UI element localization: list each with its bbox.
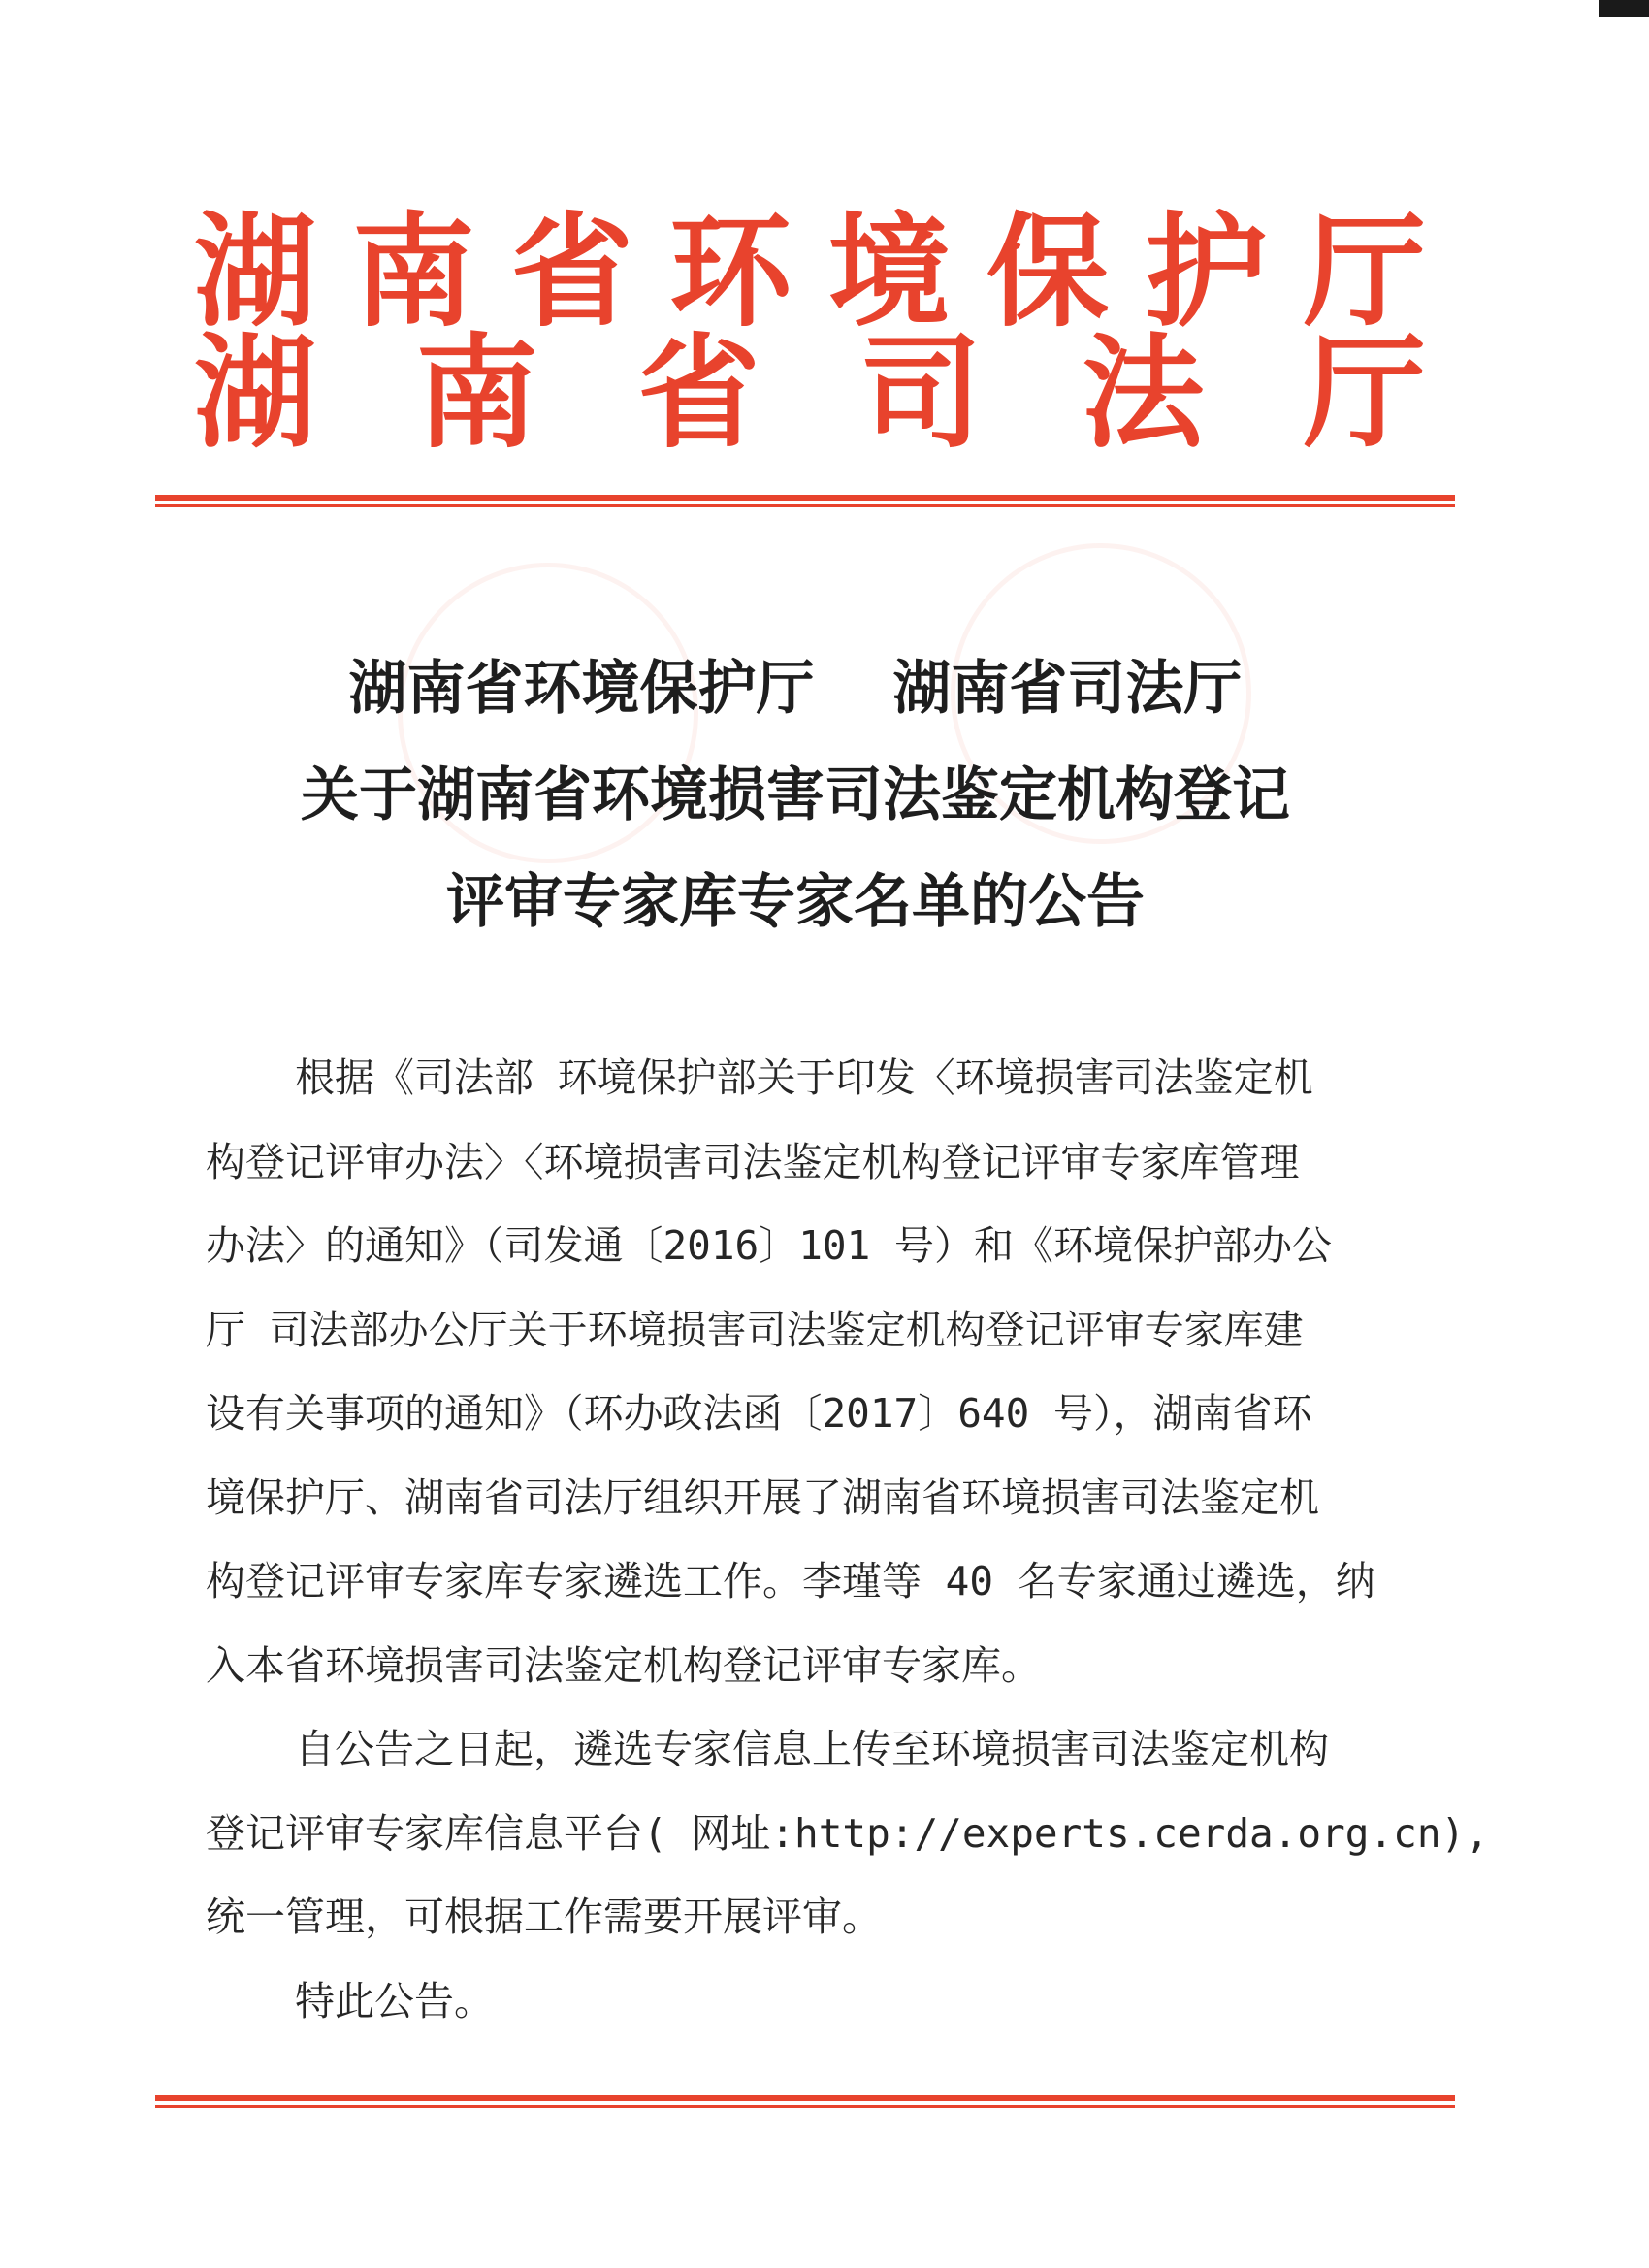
letterhead-char: 厅 (1303, 200, 1426, 343)
document-title (146, 635, 1445, 956)
letterhead-char: 省 (637, 321, 760, 465)
body-line: 入本省环境损害司法鉴定机构登记评审专家库。 (206, 1641, 1041, 1689)
letterhead-char: 南 (415, 321, 538, 465)
letterhead-char: 保 (986, 200, 1110, 343)
divider-thick-line (155, 2095, 1455, 2101)
divider-thick-line (155, 495, 1455, 501)
letterhead-char: 环 (669, 200, 792, 343)
letterhead-char: 厅 (1303, 321, 1426, 465)
letterhead-line-2 (194, 321, 1426, 465)
body-line: 构登记评审专家库专家遴选工作。李瑾等 40 名专家通过遴选，纳 (206, 1558, 1375, 1604)
body-line: 设有关事项的通知》（环办政法函〔2017〕640 号），湖南省环 (206, 1390, 1312, 1437)
footer-divider (155, 2095, 1455, 2109)
closing-line: 特此公告。 (295, 1977, 494, 2025)
letterhead-divider (155, 495, 1455, 508)
letterhead-line-1 (194, 200, 1426, 343)
scan-edge-mark (1599, 0, 1649, 17)
divider-thin-line (155, 504, 1455, 507)
body-line: 办法〉的通知》（司发通〔2016〕101 号）和《环境保护部办公 (206, 1222, 1332, 1269)
letterhead-char: 护 (1145, 200, 1268, 343)
title-line-3: 评审专家库专家名单的公告 (446, 868, 1145, 936)
body-line: 自公告之日起，遴选专家信息上传至环境损害司法鉴定机构 (295, 1726, 1329, 1772)
letterhead (194, 200, 1426, 465)
letterhead-char: 司 (859, 321, 983, 465)
body-line: 厅 司法部办公厅关于环境损害司法鉴定机构登记评审专家库建 (206, 1306, 1304, 1353)
letterhead-char: 境 (827, 200, 951, 343)
document-body (206, 1036, 1489, 2043)
letterhead-char: 湖 (194, 321, 316, 465)
divider-thin-line (155, 2105, 1455, 2108)
letterhead-char: 省 (510, 200, 633, 343)
letterhead-char: 法 (1082, 321, 1205, 465)
body-line: 统一管理，可根据工作需要开展评审。 (206, 1894, 882, 1940)
body-line: 境保护厅、湖南省司法厅组织开展了湖南省环境损害司法鉴定机 (206, 1474, 1319, 1521)
letterhead-char: 湖 (194, 200, 316, 343)
title-line-2: 关于湖南省环境损害司法鉴定机构登记 (301, 761, 1290, 829)
body-line: 根据《司法部 环境保护部关于印发〈环境损害司法鉴定机 (295, 1054, 1313, 1101)
body-line: 构登记评审办法〉〈环境损害司法鉴定机构登记评审专家库管理 (206, 1138, 1300, 1185)
body-line: 登记评审专家库信息平台( 网址:http://experts.cerda.org.cn), (206, 1809, 1489, 1857)
letterhead-char: 南 (352, 200, 475, 343)
title-line-1: 湖南省环境保护厅 湖南省司法厅 (348, 655, 1243, 723)
